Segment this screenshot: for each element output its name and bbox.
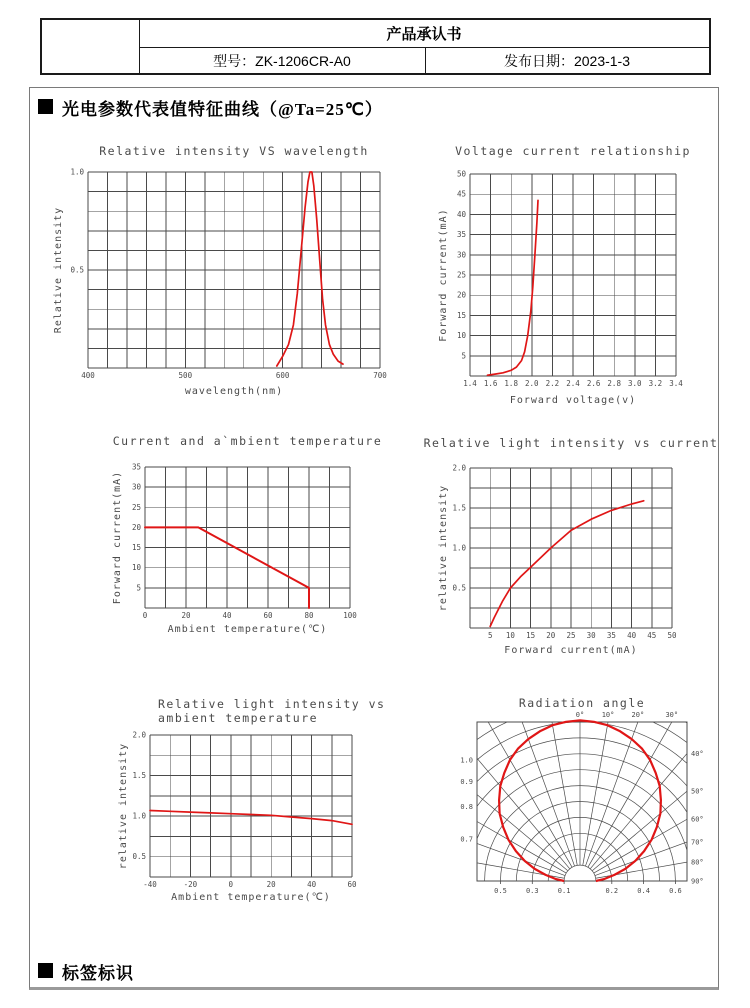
svg-text:15: 15 (131, 543, 141, 553)
svg-text:100: 100 (343, 611, 357, 620)
svg-text:ambient temperature: ambient temperature (158, 711, 319, 725)
svg-text:15: 15 (526, 631, 536, 640)
chart-voltage-current (428, 138, 728, 413)
svg-text:relative intensity: relative intensity (438, 484, 449, 612)
svg-text:70°: 70° (691, 838, 704, 847)
svg-text:Ambient temperature(℃): Ambient temperature(℃) (171, 892, 331, 903)
svg-text:0.2: 0.2 (605, 887, 619, 895)
svg-text:5: 5 (487, 631, 493, 640)
svg-text:0.3: 0.3 (525, 887, 539, 895)
svg-text:60: 60 (263, 611, 273, 620)
svg-text:25: 25 (566, 631, 576, 640)
svg-text:25: 25 (131, 502, 141, 512)
svg-text:-20: -20 (183, 880, 198, 889)
svg-text:0: 0 (228, 880, 234, 889)
date-value: 2023-1-3 (573, 53, 631, 69)
svg-text:wavelength(nm): wavelength(nm) (184, 386, 284, 397)
section-bullet-square-icon (38, 99, 53, 114)
svg-text:3.0: 3.0 (628, 379, 642, 388)
svg-text:0.5: 0.5 (494, 887, 507, 895)
svg-text:1.5: 1.5 (132, 771, 146, 781)
svg-text:50: 50 (667, 631, 677, 640)
svg-text:35: 35 (131, 462, 141, 472)
model-cell (139, 51, 425, 71)
svg-text:1.0: 1.0 (70, 167, 84, 177)
svg-text:20: 20 (266, 880, 276, 889)
svg-text:0.7: 0.7 (460, 835, 473, 844)
svg-text:35: 35 (456, 230, 466, 240)
header-table-divider-horizontal (139, 47, 709, 48)
svg-text:40: 40 (307, 880, 317, 889)
svg-text:500: 500 (178, 371, 193, 380)
chart-current-temperature (98, 432, 383, 642)
svg-text:40: 40 (627, 631, 637, 640)
svg-text:Forward current(mA): Forward current(mA) (438, 208, 449, 342)
svg-text:Relative intensity VS wavele: Relative intensity VS wavelength (99, 144, 369, 158)
svg-text:Relative light intensity vs cu: Relative light intensity vs current (423, 436, 719, 450)
svg-text:90°: 90° (691, 877, 704, 886)
svg-text:10: 10 (505, 631, 515, 640)
svg-text:1.6: 1.6 (483, 379, 498, 388)
svg-text:Radiation angle: Radiation angle (518, 696, 646, 710)
svg-text:10: 10 (131, 563, 141, 573)
svg-text:0.4: 0.4 (637, 887, 650, 895)
svg-text:0.8: 0.8 (460, 802, 473, 811)
svg-text:0.5: 0.5 (132, 852, 146, 862)
svg-text:60: 60 (347, 880, 357, 889)
chart-intensity-current (423, 435, 728, 665)
svg-text:0.1: 0.1 (557, 887, 571, 895)
chart-spectrum (40, 138, 420, 413)
svg-text:Current and a`mbient temperatu: Current and a`mbient temperature (112, 434, 383, 448)
svg-text:0.5: 0.5 (452, 583, 466, 593)
svg-text:Voltage current relationship: Voltage current relationship (455, 144, 691, 158)
svg-text:35: 35 (606, 631, 616, 640)
svg-text:1.0: 1.0 (452, 543, 466, 553)
svg-text:Forward current(mA): Forward current(mA) (504, 645, 638, 656)
svg-text:50: 50 (456, 169, 466, 179)
svg-text:20: 20 (181, 611, 191, 620)
chart-intensity-temperature (108, 690, 398, 905)
svg-text:1.8: 1.8 (504, 379, 518, 388)
section-title-curves: 光电参数代表值特征曲线（@Ta=25℃） (62, 100, 383, 119)
svg-text:0°: 0° (575, 711, 585, 719)
svg-text:1.4: 1.4 (463, 379, 477, 388)
svg-text:Relative intensity: Relative intensity (53, 206, 64, 334)
svg-text:80°: 80° (691, 858, 704, 867)
svg-text:Ambient temperature(℃): Ambient temperature(℃) (167, 624, 328, 635)
svg-text:400: 400 (81, 371, 95, 380)
section-bullet-square-icon (38, 963, 53, 978)
header-table (40, 18, 711, 75)
section-title-label: 标签标识 (62, 964, 134, 983)
svg-text:0.6: 0.6 (669, 887, 682, 895)
chart-radiation-angle (448, 690, 748, 910)
svg-text:1.5: 1.5 (452, 503, 466, 513)
svg-text:30: 30 (456, 250, 466, 260)
svg-text:20: 20 (131, 522, 141, 532)
svg-text:30: 30 (586, 631, 596, 640)
svg-text:30°: 30° (665, 711, 679, 719)
svg-text:2.0: 2.0 (525, 379, 539, 388)
svg-text:-40: -40 (143, 880, 157, 889)
svg-text:5: 5 (461, 351, 466, 361)
svg-text:45: 45 (647, 631, 657, 640)
svg-text:2.0: 2.0 (452, 463, 466, 473)
svg-text:15: 15 (456, 310, 466, 320)
svg-text:700: 700 (373, 371, 387, 380)
model-label: 型号： (213, 53, 256, 69)
svg-text:Forward voltage(v): Forward voltage(v) (509, 395, 637, 406)
svg-text:2.4: 2.4 (566, 379, 580, 388)
svg-text:2.2: 2.2 (545, 379, 560, 388)
svg-text:2.8: 2.8 (607, 379, 621, 388)
svg-text:5: 5 (136, 583, 141, 593)
svg-text:60°: 60° (691, 815, 704, 824)
svg-text:40: 40 (222, 611, 232, 620)
svg-text:1.0: 1.0 (460, 756, 473, 765)
svg-text:40°: 40° (691, 749, 704, 758)
svg-text:0.9: 0.9 (460, 778, 473, 787)
svg-text:10: 10 (456, 331, 466, 341)
svg-text:Forward current(mA): Forward current(mA) (112, 470, 123, 605)
svg-text:0.5: 0.5 (70, 265, 84, 275)
svg-text:3.2: 3.2 (648, 379, 663, 388)
svg-text:relative intensity: relative intensity (118, 742, 129, 870)
model-value: ZK-1206CR-A0 (255, 53, 351, 69)
svg-text:20°: 20° (631, 711, 645, 719)
svg-text:1.0: 1.0 (132, 811, 146, 821)
svg-text:0: 0 (142, 611, 148, 620)
date-label: 发布日期： (503, 53, 574, 69)
svg-text:Relative light intensity vs: Relative light intensity vs (158, 697, 386, 711)
svg-text:10°: 10° (601, 711, 615, 719)
date-cell (425, 51, 709, 71)
svg-text:30: 30 (131, 482, 141, 492)
svg-text:25: 25 (456, 270, 466, 280)
svg-text:2.0: 2.0 (132, 730, 146, 740)
svg-text:2.6: 2.6 (586, 379, 601, 388)
svg-text:40: 40 (456, 209, 466, 219)
doc-title: 产品承认书 (386, 27, 462, 43)
svg-text:45: 45 (456, 189, 466, 199)
svg-text:20: 20 (456, 290, 466, 300)
svg-text:20: 20 (546, 631, 556, 640)
svg-text:600: 600 (275, 371, 290, 380)
svg-text:3.4: 3.4 (669, 379, 683, 388)
svg-text:80: 80 (304, 611, 314, 620)
svg-text:50°: 50° (691, 787, 704, 796)
